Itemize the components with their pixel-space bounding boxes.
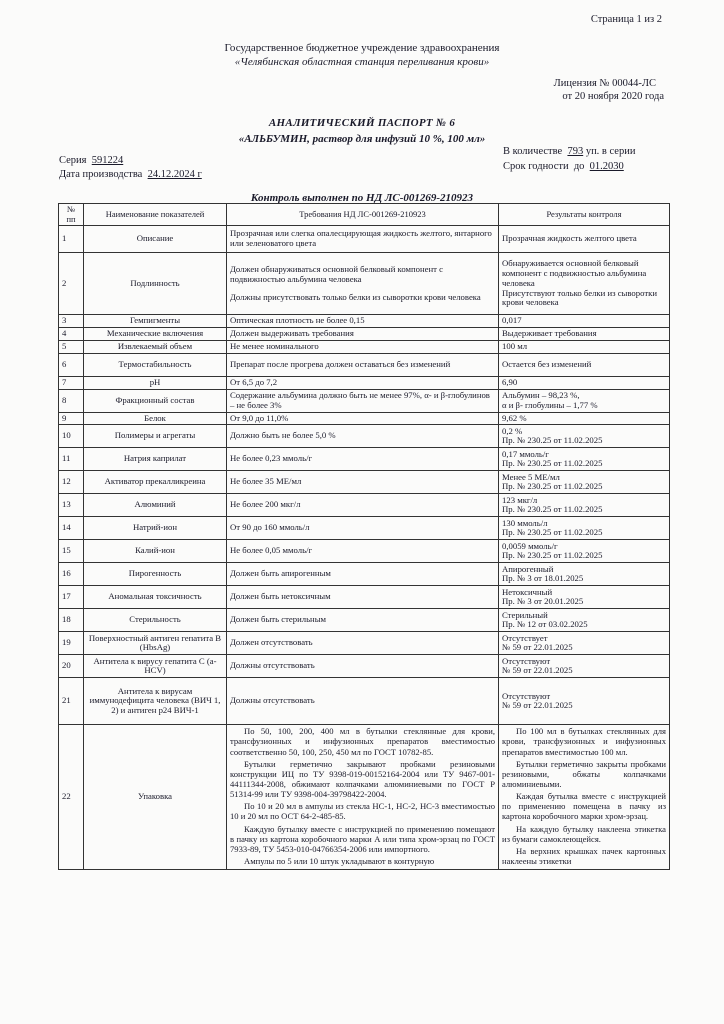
cell-result-line: Стерильный bbox=[502, 609, 548, 620]
cell-requirement bbox=[227, 389, 499, 412]
cell-num-line: 9 bbox=[62, 412, 67, 423]
cell-requirement bbox=[227, 517, 499, 540]
cell-name bbox=[84, 678, 227, 725]
cell-result bbox=[499, 353, 670, 376]
table-row bbox=[59, 609, 670, 632]
cell-result-line: Пр. № 230.25 от 11.02.2025 bbox=[502, 550, 603, 561]
production-date-field bbox=[59, 169, 202, 180]
series-label: Серия bbox=[59, 155, 87, 166]
date-label: Дата производства bbox=[59, 169, 143, 180]
series-value: 591224 bbox=[91, 155, 124, 166]
cell-result bbox=[499, 494, 670, 517]
cell-num-line: 7 bbox=[62, 376, 67, 387]
cell-result bbox=[499, 412, 670, 425]
cell-num bbox=[59, 609, 84, 632]
cell-num: 22 bbox=[59, 725, 84, 870]
header-num: № пп bbox=[59, 204, 84, 226]
series-field bbox=[59, 155, 123, 166]
exp-value: 01.2030 bbox=[589, 161, 624, 172]
cell-result-line: 6,90 bbox=[502, 376, 518, 387]
cell-result-line: Менее 5 МЕ/мл bbox=[502, 471, 560, 482]
cell-requirement bbox=[227, 253, 499, 315]
cell-requirement-line: Должны отсутствовать bbox=[230, 695, 315, 706]
cell-requirement-line: Не более 0,23 ммоль/г bbox=[230, 453, 313, 464]
cell-result bbox=[499, 517, 670, 540]
cell-result-line: Альбумин – 98,23 %, bbox=[502, 389, 580, 400]
cell-requirement bbox=[227, 328, 499, 341]
cell-result-line: 100 мл bbox=[502, 340, 528, 351]
packaging-res-paragraph: Бутылки герметично закрыты пробками резиновыми, обжаты колпачками алюминиевыми. bbox=[502, 758, 666, 790]
cell-result-line: Пр. № 230.25 от 11.02.2025 bbox=[502, 527, 603, 538]
packaging-req-paragraph: Каждую бутылку вместе с инструкцией по применению помещают в пачку из картона коробочного марки А или типа хром-эрзац по ГОСТ 7933-89, ТУ 5453-010-04766354-2006 или импортного. bbox=[230, 823, 495, 854]
cell-result-line: Отсутствуют bbox=[502, 655, 551, 666]
cell-result-line: Пр. № 230.25 от 11.02.2025 bbox=[502, 458, 603, 469]
cell-requirement-line: От 9,0 до 11,0% bbox=[230, 412, 289, 423]
cell-requirement-line: От 90 до 160 ммоль/л bbox=[230, 522, 310, 533]
cell-name-line: Стерильность bbox=[129, 614, 181, 625]
table-row bbox=[59, 315, 670, 328]
cell-num bbox=[59, 586, 84, 609]
cell-num-line: 4 bbox=[62, 328, 67, 339]
cell-num-line: 5 bbox=[62, 340, 67, 351]
cell-requirement-line: Не более 35 МЕ/мл bbox=[230, 476, 302, 487]
cell-num bbox=[59, 448, 84, 471]
table-row bbox=[59, 376, 670, 389]
cell-result bbox=[499, 609, 670, 632]
cell-num bbox=[59, 226, 84, 253]
qty-suffix: уп. в серии bbox=[585, 146, 636, 157]
cell-requirement bbox=[227, 425, 499, 448]
packaging-req-paragraph: По 10 и 20 мл в ампулы из стекла НС-1, НС-2, НС-3 вместимостью 10 и 20 мл по ОСТ 64-2-485-85. bbox=[230, 801, 495, 822]
table-row bbox=[59, 632, 670, 655]
cell-num bbox=[59, 253, 84, 315]
cell-name bbox=[84, 340, 227, 353]
cell-result-line: 9,62 % bbox=[502, 412, 527, 423]
table-row bbox=[59, 586, 670, 609]
table-header-row bbox=[59, 204, 670, 226]
packaging-req-paragraph: Ампулы по 5 или 10 штук укладывают в контурную bbox=[244, 856, 435, 867]
cell-result-line: Обнаруживается основной белковый компонент с подвижностью альбумина человека bbox=[502, 258, 647, 288]
cell-name bbox=[84, 517, 227, 540]
cell-requirement-line: Не менее номинального bbox=[230, 340, 319, 351]
cell-result-line: № 59 от 22.01.2025 bbox=[502, 665, 573, 676]
cell-name bbox=[84, 389, 227, 412]
cell-name bbox=[84, 540, 227, 563]
cell-name-line: Антитела к вирусам иммунодефицита человека (ВИЧ 1, 2) и антиген p24 ВИЧ-1 bbox=[89, 685, 221, 716]
cell-name bbox=[84, 315, 227, 328]
cell-result-line: Пр. № 230.25 от 11.02.2025 bbox=[502, 481, 603, 492]
cell-result bbox=[499, 226, 670, 253]
cell-requirement-line: Содержание альбумина должно быть не менее 97%, α- и β-глобулинов – не более 3% bbox=[230, 389, 490, 410]
cell-result bbox=[499, 563, 670, 586]
cell-num-line: 10 bbox=[62, 430, 71, 441]
document-title: АНАЛИТИЧЕСКИЙ ПАСПОРТ № 6 bbox=[268, 117, 456, 129]
cell-result bbox=[499, 328, 670, 341]
packaging-res-paragraph: Каждая бутылка вместе с инструкцией по применению помещена в пачку из картона коробочного марки хром-эрзац. bbox=[502, 791, 666, 822]
cell-requirement bbox=[227, 540, 499, 563]
cell-num bbox=[59, 471, 84, 494]
document-subtitle: «АЛЬБУМИН, раствор для инфузий 10 %, 100 мл» bbox=[238, 133, 486, 145]
cell-name-line: Белок bbox=[144, 412, 166, 423]
table-row bbox=[59, 340, 670, 353]
header-results: Результаты контроля bbox=[499, 204, 670, 226]
cell-num-line: 12 bbox=[62, 476, 71, 487]
cell-num bbox=[59, 678, 84, 725]
cell-requirement-line: Должен обнаруживаться основной белковый компонент с подвижностью альбумина человека bbox=[230, 263, 443, 284]
license-date: от 20 ноября 2020 года bbox=[562, 91, 664, 102]
cell-result bbox=[499, 586, 670, 609]
cell-result-line: Апирогенный bbox=[502, 563, 554, 574]
cell-result-line: Пр. № 12 от 03.02.2025 bbox=[502, 619, 588, 630]
cell-requirement bbox=[227, 632, 499, 655]
cell-num-line: 14 bbox=[62, 522, 71, 533]
cell-result-line: 0,017 bbox=[502, 315, 522, 326]
packaging-req-paragraph: По 50, 100, 200, 400 мл в бутылки стеклянные для крови, трансфузионных и инфузионных препаратов вместимостью соответственно 50, 100, 250, 450 мл по ГОСТ 10782-85. bbox=[230, 726, 495, 757]
cell-requirement bbox=[227, 609, 499, 632]
cell-name bbox=[84, 376, 227, 389]
cell-result bbox=[499, 340, 670, 353]
table-row bbox=[59, 425, 670, 448]
cell-num bbox=[59, 540, 84, 563]
cell-name bbox=[84, 471, 227, 494]
table-row bbox=[59, 412, 670, 425]
table-row bbox=[59, 517, 670, 540]
cell-result bbox=[499, 425, 670, 448]
cell-name-line: Натрий-ион bbox=[133, 522, 177, 533]
cell-num bbox=[59, 655, 84, 678]
cell-result-line: Прозрачная жидкость желтого цвета bbox=[502, 233, 637, 244]
cell-requirement bbox=[227, 340, 499, 353]
cell-result bbox=[499, 471, 670, 494]
cell-name bbox=[84, 586, 227, 609]
cell-requirement bbox=[227, 315, 499, 328]
cell-name-line: Гемпигменты bbox=[129, 315, 181, 326]
date-value: 24.12.2024 г bbox=[147, 169, 202, 180]
cell-result-line: 0,17 ммоль/г bbox=[502, 448, 549, 459]
cell-result bbox=[499, 389, 670, 412]
cell-name-line: Алюминий bbox=[134, 499, 176, 510]
cell-num bbox=[59, 412, 84, 425]
table-row bbox=[59, 655, 670, 678]
cell-requirement-line: Не более 200 мкг/л bbox=[230, 499, 301, 510]
exp-label: Срок годности bbox=[503, 161, 569, 172]
cell-result-line: 0,0059 ммоль/г bbox=[502, 540, 558, 551]
cell-num bbox=[59, 376, 84, 389]
cell-requirement-line: Должно быть не более 5,0 % bbox=[230, 430, 336, 441]
cell-name-line: Активатор прекалликреина bbox=[104, 476, 206, 487]
cell-num-line: 1 bbox=[62, 233, 67, 244]
qty-label: В количестве bbox=[503, 146, 563, 157]
cell-name bbox=[84, 253, 227, 315]
cell-num-line: 18 bbox=[62, 614, 71, 625]
cell-name bbox=[84, 494, 227, 517]
cell-requirement bbox=[227, 226, 499, 253]
cell-result bbox=[499, 632, 670, 655]
cell-num bbox=[59, 389, 84, 412]
cell-name-line: Поверхностный антиген гепатита В (HbsAg) bbox=[88, 632, 222, 653]
organization-line-1: Государственное бюджетное учреждение здравоохранения bbox=[224, 42, 500, 54]
cell-name-line: Термостабильность bbox=[118, 358, 192, 369]
cell-result-line: Остается без изменений bbox=[502, 358, 592, 369]
license-number: Лицензия № 00044-ЛС bbox=[553, 78, 656, 89]
cell-num bbox=[59, 425, 84, 448]
cell-num bbox=[59, 494, 84, 517]
organization-line-2: «Челябинская областная станция переливания крови» bbox=[234, 56, 490, 68]
cell-name bbox=[84, 655, 227, 678]
table-row bbox=[59, 226, 670, 253]
cell-requirement-line: Должен отсутствовать bbox=[230, 637, 313, 648]
cell-requirement bbox=[227, 376, 499, 389]
cell-name: Упаковка bbox=[84, 725, 227, 870]
cell-name-line: Извлекаемый объем bbox=[117, 340, 193, 351]
table-row bbox=[59, 448, 670, 471]
cell-result-line: 0,2 % bbox=[502, 425, 523, 436]
table-row bbox=[59, 471, 670, 494]
cell-requirement bbox=[227, 494, 499, 517]
cell-requirement-line: Оптическая плотность не более 0,15 bbox=[230, 315, 365, 326]
cell-num-line: 16 bbox=[62, 568, 71, 579]
cell-result-line: Нетоксичный bbox=[502, 586, 553, 597]
expiry-field bbox=[503, 161, 624, 172]
cell-packaging-requirements bbox=[227, 725, 499, 870]
cell-requirement-line: Препарат после прогрева должен оставаться без изменений bbox=[230, 358, 451, 369]
cell-result-line: № 59 от 22.01.2025 bbox=[502, 642, 573, 653]
cell-num-line: 17 bbox=[62, 591, 71, 602]
cell-name-line: Аномальная токсичность bbox=[108, 591, 202, 602]
cell-name-line: Фракционный состав bbox=[115, 394, 195, 405]
cell-name-line: Натрия каприлат bbox=[123, 453, 187, 464]
cell-name-line: Антитела к вирусу гепатита С (а-HCV) bbox=[93, 655, 217, 676]
cell-num-line: 21 bbox=[62, 695, 71, 706]
cell-requirement-line: Должен быть стерильным bbox=[230, 614, 327, 625]
cell-name-line: Полимеры и агрегаты bbox=[114, 430, 196, 441]
cell-num-line: 11 bbox=[62, 453, 71, 464]
control-title: Контроль выполнен по НД ЛС-001269-210923 bbox=[250, 192, 474, 204]
cell-num-line: 20 bbox=[62, 660, 71, 671]
cell-result-line: Пр. № 230.25 от 11.02.2025 bbox=[502, 435, 603, 446]
cell-num-line: 13 bbox=[62, 499, 71, 510]
cell-requirement-line: От 6,5 до 7,2 bbox=[230, 376, 278, 387]
cell-name-line: pH bbox=[149, 376, 161, 387]
packaging-res-paragraph: По 100 мл в бутылках стеклянных для крови, трансфузионных и инфузионных препаратов вместимостью 100 мл. bbox=[502, 726, 666, 757]
cell-num-line: 8 bbox=[62, 394, 67, 405]
cell-num bbox=[59, 563, 84, 586]
cell-requirement-line: Должен быть нетоксичным bbox=[230, 591, 331, 602]
cell-requirement bbox=[227, 655, 499, 678]
table-row bbox=[59, 353, 670, 376]
header-name: Наименование показателей bbox=[84, 204, 227, 226]
cell-num-line: 15 bbox=[62, 545, 71, 556]
results-table bbox=[58, 203, 670, 870]
cell-result bbox=[499, 448, 670, 471]
cell-result-line: Присутствуют только белки из сыворотки крови человека bbox=[502, 287, 658, 308]
cell-num-line: 6 bbox=[62, 358, 67, 369]
page-number: Страница 1 из 2 bbox=[590, 14, 662, 25]
cell-num bbox=[59, 340, 84, 353]
cell-requirement-line: Должны отсутствовать bbox=[230, 660, 315, 671]
packaging-res-paragraph: На верхних крышках пачек картонных наклеены этикетки bbox=[502, 845, 666, 867]
cell-result-line: № 59 от 22.01.2025 bbox=[502, 700, 573, 711]
cell-requirement bbox=[227, 678, 499, 725]
cell-name bbox=[84, 226, 227, 253]
cell-result bbox=[499, 376, 670, 389]
cell-result-line: Пр. № 3 от 20.01.2025 bbox=[502, 596, 584, 607]
table-row-packaging bbox=[59, 725, 670, 870]
table-row bbox=[59, 389, 670, 412]
cell-requirement bbox=[227, 563, 499, 586]
table-row bbox=[59, 678, 670, 725]
table-row bbox=[59, 494, 670, 517]
cell-result-line: Пр. № 3 от 18.01.2025 bbox=[502, 573, 584, 584]
cell-name bbox=[84, 353, 227, 376]
cell-requirement-line: Должен быть апирогенным bbox=[230, 568, 331, 579]
cell-requirement bbox=[227, 412, 499, 425]
cell-requirement-line: Прозрачная или слегка опалесцирующая жидкость желтого, янтарного или зеленоватого цвета bbox=[230, 228, 492, 249]
cell-num bbox=[59, 315, 84, 328]
cell-name bbox=[84, 563, 227, 586]
cell-requirement-line: Должен выдерживать требования bbox=[230, 328, 354, 339]
cell-name-line: Калий-ион bbox=[135, 545, 175, 556]
exp-mid: до bbox=[573, 161, 585, 172]
cell-result bbox=[499, 678, 670, 725]
cell-name-line: Механические включения bbox=[106, 328, 204, 339]
cell-result bbox=[499, 315, 670, 328]
cell-name bbox=[84, 632, 227, 655]
cell-num bbox=[59, 328, 84, 341]
cell-requirement-line: Не более 0,05 ммоль/г bbox=[230, 545, 313, 556]
cell-result bbox=[499, 253, 670, 315]
table-row bbox=[59, 563, 670, 586]
cell-result-line: Выдерживает требования bbox=[502, 328, 597, 339]
cell-num-line: 19 bbox=[62, 637, 71, 648]
cell-result-line: 130 ммоль/л bbox=[502, 517, 548, 528]
qty-value: 793 bbox=[567, 146, 584, 157]
cell-name bbox=[84, 328, 227, 341]
cell-name-line: Описание bbox=[136, 233, 174, 244]
cell-num bbox=[59, 353, 84, 376]
cell-num bbox=[59, 517, 84, 540]
cell-requirement bbox=[227, 448, 499, 471]
cell-result-line: Пр. № 230.25 от 11.02.2025 bbox=[502, 504, 603, 515]
cell-requirement bbox=[227, 586, 499, 609]
packaging-res-paragraph: На каждую бутылку наклеена этикетка из бумаги самоклеющейся. bbox=[502, 823, 666, 844]
cell-requirement bbox=[227, 353, 499, 376]
cell-name-line: Пирогенность bbox=[128, 568, 182, 579]
cell-requirement-line: Должны присутствовать только белки из сыворотки крови человека bbox=[230, 291, 481, 302]
cell-num bbox=[59, 632, 84, 655]
cell-num-line: 3 bbox=[62, 315, 67, 326]
cell-name bbox=[84, 448, 227, 471]
cell-requirement bbox=[227, 471, 499, 494]
quantity-field bbox=[503, 146, 635, 157]
header-requirements: Требования НД ЛС-001269-210923 bbox=[227, 204, 499, 226]
cell-result-line: Отсутствует bbox=[502, 632, 548, 643]
cell-name-line: Подлинность bbox=[130, 277, 180, 288]
cell-name bbox=[84, 609, 227, 632]
table-row bbox=[59, 253, 670, 315]
cell-name bbox=[84, 412, 227, 425]
cell-result-line: 123 мкг/л bbox=[502, 494, 538, 505]
table-row bbox=[59, 328, 670, 341]
cell-result-line: Отсутствуют bbox=[502, 690, 551, 701]
cell-result-line: α и β- глобулины – 1,77 % bbox=[502, 399, 598, 410]
table-row bbox=[59, 540, 670, 563]
cell-result bbox=[499, 540, 670, 563]
cell-result bbox=[499, 655, 670, 678]
cell-num-line: 2 bbox=[62, 277, 67, 288]
packaging-req-paragraph: Бутылки герметично закрывают пробками резиновыми конструкции ИЦ по ТУ 9398-019-00152164-2004 или ТУ 9467-001-44111344-2008, обжимают колпачками алюминиевыми по ГОСТ Р 51314-99 или ТУ 9398-004-39798422-2004. bbox=[230, 758, 495, 800]
cell-name bbox=[84, 425, 227, 448]
cell-packaging-results bbox=[499, 725, 670, 870]
